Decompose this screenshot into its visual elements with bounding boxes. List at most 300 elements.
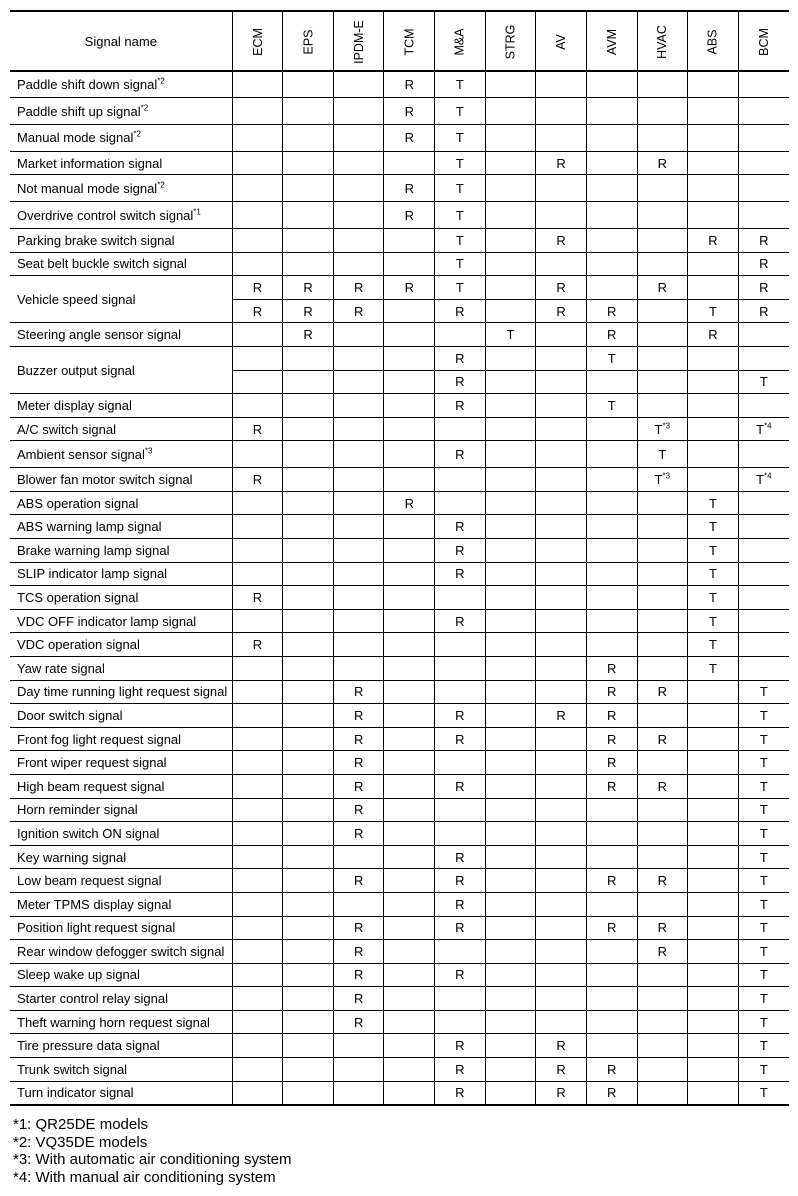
signal-cell [435, 586, 486, 610]
table-row [10, 845, 789, 869]
signal-cell [536, 940, 587, 964]
signal-cell: R [333, 987, 384, 1011]
signal-cell [688, 441, 739, 468]
signal-cell [435, 323, 486, 347]
signal-cell [232, 347, 283, 371]
signal-cell [637, 822, 688, 846]
signal-cell [435, 656, 486, 680]
signal-cell [283, 774, 334, 798]
signal-cell [586, 491, 637, 515]
signal-name [10, 98, 232, 125]
signal-cell [384, 940, 435, 964]
signal-cell [688, 71, 739, 98]
signal-cell [688, 98, 739, 125]
signal-cell: R [435, 869, 486, 893]
signal-cell [536, 417, 587, 441]
signal-name [10, 586, 232, 610]
signal-name [10, 845, 232, 869]
signal-cell [232, 1034, 283, 1058]
signal-cell: T [738, 963, 789, 987]
signal-cell [232, 323, 283, 347]
column-header-label: ABS [705, 28, 720, 55]
signal-cell [688, 704, 739, 728]
signal-cell [232, 125, 283, 152]
signal-cell [688, 869, 739, 893]
signal-cell [637, 751, 688, 775]
signal-cell [688, 394, 739, 418]
table-row [10, 252, 789, 276]
column-header [232, 11, 283, 71]
footnote: *1: QR25DE models [13, 1116, 149, 1133]
signal-cell [637, 1010, 688, 1034]
signal-cell [688, 175, 739, 202]
signal-cell: R [586, 656, 637, 680]
signal-cell: R [435, 845, 486, 869]
signal-cell [283, 417, 334, 441]
signal-cell [688, 1034, 739, 1058]
signal-cell [637, 175, 688, 202]
signal-cell: R [333, 940, 384, 964]
signal-cell [637, 252, 688, 276]
signal-cell [637, 202, 688, 229]
signal-cell [283, 822, 334, 846]
signal-cell [485, 515, 536, 539]
signal-name [10, 1058, 232, 1082]
signal-name [10, 916, 232, 940]
signal-cell [333, 539, 384, 563]
signal-cell [283, 704, 334, 728]
signal-cell: R [637, 276, 688, 300]
column-header-label: AV [554, 33, 569, 50]
signal-cell [232, 562, 283, 586]
signal-cell: T [435, 252, 486, 276]
signal-cell: T [688, 609, 739, 633]
signal-name-text: Front wiper request signal [17, 755, 167, 771]
table-row [10, 323, 789, 347]
signal-cell: T [738, 1081, 789, 1105]
signal-cell [283, 987, 334, 1011]
signal-cell: R [435, 562, 486, 586]
signal-cell [586, 441, 637, 468]
signal-name [10, 468, 232, 492]
signal-cell [536, 822, 587, 846]
signal-cell [586, 963, 637, 987]
signal-cell [688, 727, 739, 751]
signal-cell: R [435, 539, 486, 563]
signal-cell [333, 175, 384, 202]
signal-cell [333, 252, 384, 276]
signal-cell [283, 916, 334, 940]
table-row [10, 704, 789, 728]
signal-cell: R [637, 940, 688, 964]
signal-cell [283, 539, 334, 563]
signal-name-text: Door switch signal [17, 707, 123, 723]
table-row [10, 71, 789, 98]
signal-cell [637, 656, 688, 680]
signal-cell: R [435, 916, 486, 940]
signal-cell [283, 229, 334, 253]
signal-cell: T [738, 774, 789, 798]
signal-name [10, 1010, 232, 1034]
signal-cell [586, 202, 637, 229]
signal-cell [637, 394, 688, 418]
signal-cell [384, 1034, 435, 1058]
signal-cell [637, 539, 688, 563]
signal-name [10, 151, 232, 175]
signal-cell [536, 892, 587, 916]
signal-cell [333, 586, 384, 610]
signal-cell: R [435, 370, 486, 394]
table-row [10, 774, 789, 798]
signal-cell [688, 751, 739, 775]
signal-cell [586, 940, 637, 964]
signal-name-text: Theft warning horn request signal [17, 1014, 210, 1030]
signal-cell [586, 71, 637, 98]
signal-name [10, 751, 232, 775]
signal-name-text: Low beam request signal [17, 873, 162, 889]
signal-cell: R [637, 151, 688, 175]
signal-cell: R [435, 1058, 486, 1082]
signal-cell [232, 892, 283, 916]
signal-cell [536, 175, 587, 202]
signal-cell [232, 175, 283, 202]
signal-name-text: Position light request signal [17, 920, 176, 936]
table-row [10, 202, 789, 229]
signal-cell: R [333, 751, 384, 775]
signal-cell: $T^{*3}$ [637, 417, 688, 441]
signal-cell [232, 987, 283, 1011]
signal-name-text: Vehicle speed signal [17, 291, 136, 307]
signal-cell [688, 798, 739, 822]
signal-cell [283, 892, 334, 916]
signal-cell [232, 71, 283, 98]
signal-name-text: VDC OFF indicator lamp signal [17, 613, 197, 629]
footnote-marker: *1 [193, 207, 201, 217]
signal-cell: R [435, 609, 486, 633]
table-row [10, 586, 789, 610]
signal-cell [485, 125, 536, 152]
signal-cell [485, 71, 536, 98]
signal-cell [232, 774, 283, 798]
signal-cell [688, 680, 739, 704]
signal-cell: R [586, 751, 637, 775]
signal-cell: R [435, 394, 486, 418]
signal-cell: R [232, 586, 283, 610]
signal-name-text: Seat belt buckle switch signal [17, 256, 187, 272]
signal-cell [333, 562, 384, 586]
signal-cell [485, 202, 536, 229]
signal-cell [384, 515, 435, 539]
signal-cell [688, 370, 739, 394]
table-row [10, 151, 789, 175]
signal-cell: $T^{*4}$ [738, 417, 789, 441]
signal-cell: T [738, 916, 789, 940]
signal-cell [232, 151, 283, 175]
footnote-marker: *2 [157, 76, 165, 86]
table-row [10, 229, 789, 253]
signal-cell [283, 680, 334, 704]
signal-cell [536, 491, 587, 515]
signal-name-text: Overdrive control switch signal [17, 207, 194, 223]
signal-cell: R [384, 202, 435, 229]
signal-cell: R [333, 1010, 384, 1034]
signal-cell [536, 987, 587, 1011]
signal-cell [688, 940, 739, 964]
table-row [10, 468, 789, 492]
signal-cell [536, 609, 587, 633]
signal-name [10, 869, 232, 893]
signal-cell [283, 125, 334, 152]
signal-cell: R [384, 71, 435, 98]
signal-cell: R [435, 1081, 486, 1105]
signal-cell: R [384, 491, 435, 515]
signal-cell: R [586, 704, 637, 728]
signal-cell [485, 539, 536, 563]
signal-cell [232, 515, 283, 539]
signal-cell [435, 1010, 486, 1034]
signal-cell [485, 394, 536, 418]
signal-cell [232, 727, 283, 751]
signal-cell [688, 347, 739, 371]
signal-cell [738, 586, 789, 610]
signal-cell: $T^{*4}$ [738, 468, 789, 492]
signal-cell: T [738, 1058, 789, 1082]
signal-cell [485, 704, 536, 728]
signal-cell [384, 586, 435, 610]
signal-cell [738, 394, 789, 418]
signal-name [10, 276, 232, 323]
signal-cell: R [586, 323, 637, 347]
signal-cell [536, 394, 587, 418]
signal-cell [283, 656, 334, 680]
signal-cell: T [738, 751, 789, 775]
signal-cell: T [688, 515, 739, 539]
signal-cell [333, 515, 384, 539]
signal-cell: R [435, 515, 486, 539]
signal-cell [688, 417, 739, 441]
signal-cell [232, 370, 283, 394]
signal-cell [283, 175, 334, 202]
signal-cell: R [586, 299, 637, 323]
signal-cell [485, 417, 536, 441]
footnote: *2: VQ35DE models [13, 1133, 148, 1151]
signal-cell [637, 798, 688, 822]
signal-cell [384, 963, 435, 987]
signal-cell [536, 468, 587, 492]
signal-cell: R [232, 299, 283, 323]
signal-name [10, 347, 232, 394]
signal-name [10, 125, 232, 152]
signal-cell: R [688, 229, 739, 253]
signal-cell [435, 491, 486, 515]
signal-cell [283, 347, 334, 371]
signal-cell [384, 892, 435, 916]
signal-cell [485, 963, 536, 987]
signal-cell [586, 1034, 637, 1058]
signal-cell [536, 539, 587, 563]
signal-cell [384, 774, 435, 798]
signal-cell [586, 125, 637, 152]
signal-cell [738, 175, 789, 202]
signal-cell [485, 586, 536, 610]
signal-cell [384, 656, 435, 680]
signal-name [10, 633, 232, 657]
column-header-label: TCM [402, 27, 417, 56]
signal-cell [435, 633, 486, 657]
signal-cell [485, 656, 536, 680]
signal-cell [283, 1010, 334, 1034]
signal-cell [637, 1081, 688, 1105]
signal-cell [586, 822, 637, 846]
signal-cell [536, 441, 587, 468]
signal-cell [536, 963, 587, 987]
signal-cell: R [536, 299, 587, 323]
signal-cell: R [435, 299, 486, 323]
signal-cell [637, 704, 688, 728]
signal-name [10, 229, 232, 253]
signal-cell [232, 680, 283, 704]
signal-cell [688, 845, 739, 869]
signal-cell: R [333, 276, 384, 300]
table-row [10, 1010, 789, 1034]
signal-cell [637, 562, 688, 586]
signal-cell [435, 798, 486, 822]
signal-cell [283, 798, 334, 822]
signal-cell [232, 798, 283, 822]
signal-cell [232, 656, 283, 680]
signal-cell [435, 751, 486, 775]
signal-cell: T [688, 633, 739, 657]
footnote-marker: *3 [662, 421, 671, 431]
signal-cell [384, 822, 435, 846]
signal-cell [333, 491, 384, 515]
signal-cell [637, 963, 688, 987]
signal-cell [232, 751, 283, 775]
signal-cell [485, 987, 536, 1011]
signal-cell [485, 845, 536, 869]
signal-cell: T [435, 276, 486, 300]
signal-cell [283, 751, 334, 775]
column-header [435, 11, 486, 71]
signal-name-text: Sleep wake up signal [17, 967, 140, 983]
signal-cell [283, 370, 334, 394]
signal-cell [637, 98, 688, 125]
signal-cell [586, 562, 637, 586]
signal-name-text: Ignition switch ON signal [17, 825, 160, 841]
signal-cell: R [435, 727, 486, 751]
signal-cell [485, 229, 536, 253]
signal-cell [384, 704, 435, 728]
signal-cell [333, 441, 384, 468]
signal-cell [738, 562, 789, 586]
signal-cell [384, 798, 435, 822]
signal-cell [384, 394, 435, 418]
signal-name-text: Front fog light request signal [17, 731, 182, 747]
signal-cell [232, 1058, 283, 1082]
signal-cell [232, 869, 283, 893]
column-header-label: EPS [301, 28, 316, 55]
signal-cell [333, 656, 384, 680]
signal-cell: R [637, 727, 688, 751]
signal-cell [637, 323, 688, 347]
signal-name-text: Trunk switch signal [17, 1061, 128, 1077]
signal-cell: R [333, 963, 384, 987]
table-row [10, 656, 789, 680]
signal-cell [283, 586, 334, 610]
signal-cell [536, 680, 587, 704]
signal-cell [333, 1058, 384, 1082]
signal-name [10, 417, 232, 441]
signal-cell [536, 586, 587, 610]
signal-cell [536, 71, 587, 98]
signal-name [10, 940, 232, 964]
signal-cell: R [637, 774, 688, 798]
signal-cell [536, 798, 587, 822]
signal-cell [384, 151, 435, 175]
signal-name [10, 71, 232, 98]
table-row [10, 987, 789, 1011]
signal-cell: R [688, 323, 739, 347]
signal-cell [738, 202, 789, 229]
signal-cell [738, 633, 789, 657]
signal-cell [283, 468, 334, 492]
signal-cell [283, 940, 334, 964]
signal-cell [485, 175, 536, 202]
signal-cell: R [586, 680, 637, 704]
signal-cell: T [435, 98, 486, 125]
signal-cell [536, 1010, 587, 1034]
signal-cell [688, 916, 739, 940]
signal-cell [384, 370, 435, 394]
signal-cell: T [435, 71, 486, 98]
signal-cell: R [637, 916, 688, 940]
signal-cell [485, 633, 536, 657]
signal-cell: R [283, 276, 334, 300]
signal-cell: R [738, 252, 789, 276]
signal-cell: R [333, 822, 384, 846]
signal-cell: R [738, 229, 789, 253]
signal-cell [637, 370, 688, 394]
signal-cell [283, 441, 334, 468]
signal-cell [688, 1081, 739, 1105]
signal-cell: T [738, 845, 789, 869]
table-row [10, 98, 789, 125]
signal-name [10, 252, 232, 276]
signal-cell [586, 539, 637, 563]
signal-cell [232, 963, 283, 987]
signal-cell [333, 609, 384, 633]
signal-cell [384, 229, 435, 253]
signal-cell [637, 1058, 688, 1082]
signal-cell [232, 609, 283, 633]
table-row [10, 798, 789, 822]
signal-cell [283, 1058, 334, 1082]
signal-cell [637, 491, 688, 515]
signal-cell [485, 276, 536, 300]
signal-cell [536, 347, 587, 371]
footnote-marker: *2 [133, 130, 141, 140]
signal-cell [738, 515, 789, 539]
signal-cell: T [435, 175, 486, 202]
signal-cell [384, 299, 435, 323]
signal-name-text: Buzzer output signal [17, 362, 135, 378]
signal-cell [586, 229, 637, 253]
signal-cell [688, 468, 739, 492]
footnote-marker: *3 [662, 471, 671, 481]
signal-cell [384, 468, 435, 492]
signal-cell [586, 609, 637, 633]
signal-cell [688, 125, 739, 152]
